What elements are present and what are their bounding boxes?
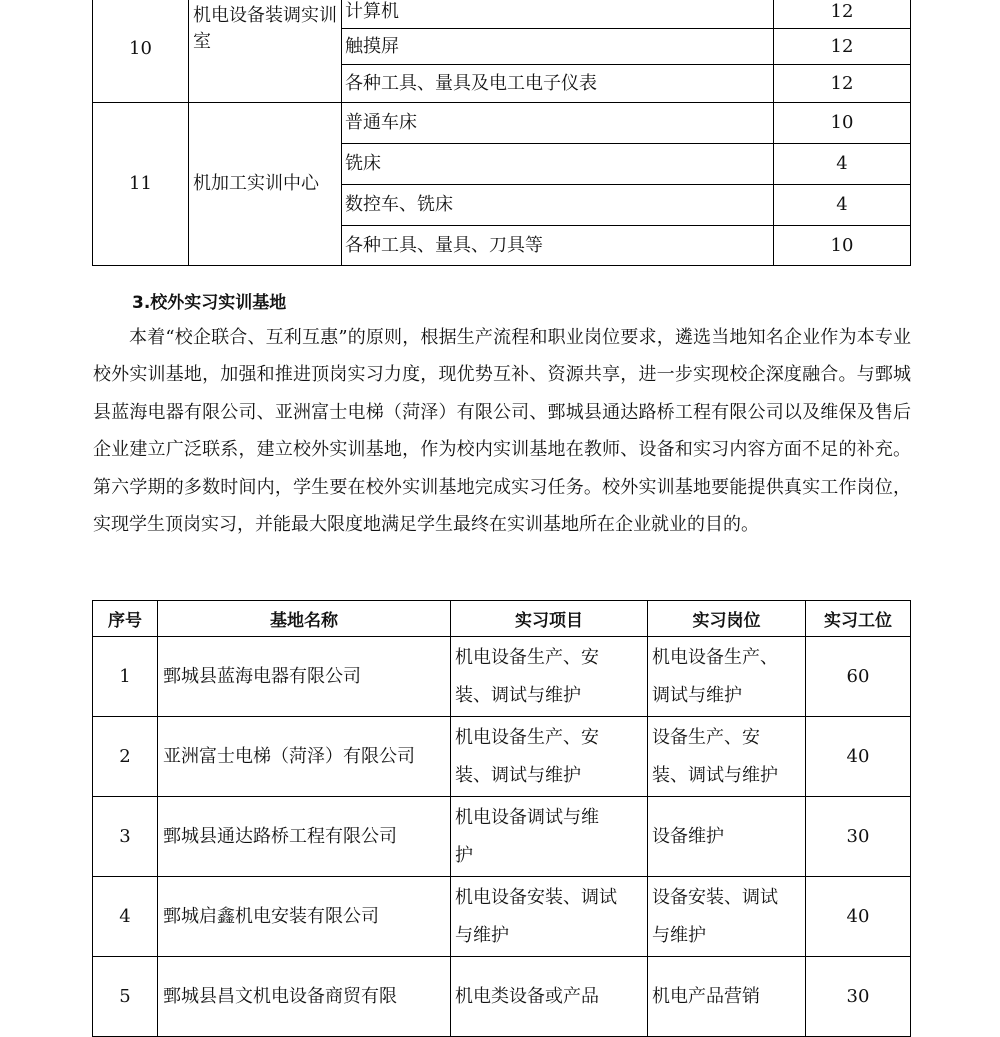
practice-post [648, 717, 806, 797]
project-line: 机电设备生产、安 [455, 646, 599, 668]
column-header: 序号 [93, 601, 158, 637]
equipment-name: 普通车床 [342, 103, 774, 144]
equipment-quantity: 12 [774, 29, 911, 65]
post-line: 设备生产、安 [652, 726, 760, 748]
practice-project [451, 797, 648, 877]
post-line: 机电产品营销 [652, 985, 760, 1007]
post-line: 与维护 [652, 924, 706, 946]
table-row [93, 0, 911, 29]
project-line: 机电设备生产、安 [455, 726, 599, 748]
practice-project [451, 957, 648, 1037]
equipment-quantity: 12 [774, 65, 911, 103]
practice-project [451, 637, 648, 717]
section-heading: 3.校外实习实训基地 [132, 293, 287, 313]
workstation-count: 40 [806, 877, 911, 957]
equipment-quantity: 10 [774, 226, 911, 266]
practice-project [451, 717, 648, 797]
practice-post [648, 637, 806, 717]
equipment-name: 各种工具、量具、刀具等 [342, 226, 774, 266]
project-line: 机电设备安装、调试 [455, 886, 617, 908]
table-row [93, 877, 911, 957]
practice-post [648, 877, 806, 957]
base-name: 亚洲富士电梯（菏泽）有限公司 [158, 717, 451, 797]
base-name: 鄄城县通达路桥工程有限公司 [158, 797, 451, 877]
equipment-name: 触摸屏 [342, 29, 774, 65]
project-line: 机电类设备或产品 [455, 985, 599, 1007]
column-header: 基地名称 [158, 601, 451, 637]
table-row [93, 797, 911, 877]
row-number: 10 [93, 0, 189, 103]
column-header: 实习岗位 [648, 601, 806, 637]
equipment-name: 数控车、铣床 [342, 185, 774, 226]
base-name: 鄄城县蓝海电器有限公司 [158, 637, 451, 717]
equipment-name: 各种工具、量具及电工电子仪表 [342, 65, 774, 103]
equipment-name: 计算机 [342, 0, 774, 29]
practice-project [451, 877, 648, 957]
section-paragraph: 本着“校企联合、互利互惠”的原则，根据生产流程和职业岗位要求，遴选当地知名企业作为本专业校外实训基地，加强和推进顶岗实习力度，现优势互补、资源共享，进一步实现校企深度融合。与鄄城县蓝海电器有限公司、亚洲富士电梯（菏泽）有限公司、鄄城县通达路桥工程有限公司以及维保及售后企业建立广泛联系，建立校外实训基地，作为校内实训基地在教师、设备和实习内容方面不足的补充。第六学期的多数时间内，学生要在校外实训基地完成实习任务。校外实训基地要能提供真实工作岗位，实现学生顶岗实习，并能最大限度地满足学生最终在实训基地所在企业就业的目的。 [93, 327, 911, 536]
room-name: 机加工实训中心 [189, 103, 342, 266]
row-number: 11 [93, 103, 189, 266]
table-row [93, 717, 911, 797]
equipment-quantity: 4 [774, 144, 911, 185]
post-line: 设备安装、调试 [652, 886, 778, 908]
row-number: 1 [93, 637, 158, 717]
equipment-name: 铣床 [342, 144, 774, 185]
equipment-table [92, 0, 911, 266]
workstation-count: 30 [806, 957, 911, 1037]
practice-base-table [92, 600, 911, 1037]
row-number: 2 [93, 717, 158, 797]
project-line: 护 [455, 844, 473, 866]
post-line: 装、调试与维护 [652, 764, 778, 786]
equipment-quantity: 10 [774, 103, 911, 144]
table-row [93, 637, 911, 717]
practice-post [648, 957, 806, 1037]
column-header: 实习项目 [451, 601, 648, 637]
project-line: 装、调试与维护 [455, 764, 581, 786]
workstation-count: 30 [806, 797, 911, 877]
post-line: 设备维护 [652, 825, 724, 847]
workstation-count: 40 [806, 717, 911, 797]
base-name: 鄄城启鑫机电安装有限公司 [158, 877, 451, 957]
table-row [93, 957, 911, 1037]
project-line: 机电设备调试与维 [455, 806, 599, 828]
equipment-quantity: 12 [774, 0, 911, 29]
post-line: 机电设备生产、 [652, 646, 778, 668]
project-line: 与维护 [455, 924, 509, 946]
row-number: 5 [93, 957, 158, 1037]
table-header-row [93, 601, 911, 637]
room-name: 机电设备装调实训室 [189, 0, 342, 103]
row-number: 4 [93, 877, 158, 957]
equipment-quantity: 4 [774, 185, 911, 226]
post-line: 调试与维护 [652, 684, 742, 706]
project-line: 装、调试与维护 [455, 684, 581, 706]
practice-post [648, 797, 806, 877]
base-name: 鄄城县昌文机电设备商贸有限 [158, 957, 451, 1037]
column-header: 实习工位 [806, 601, 911, 637]
table-row [93, 103, 911, 144]
workstation-count: 60 [806, 637, 911, 717]
row-number: 3 [93, 797, 158, 877]
